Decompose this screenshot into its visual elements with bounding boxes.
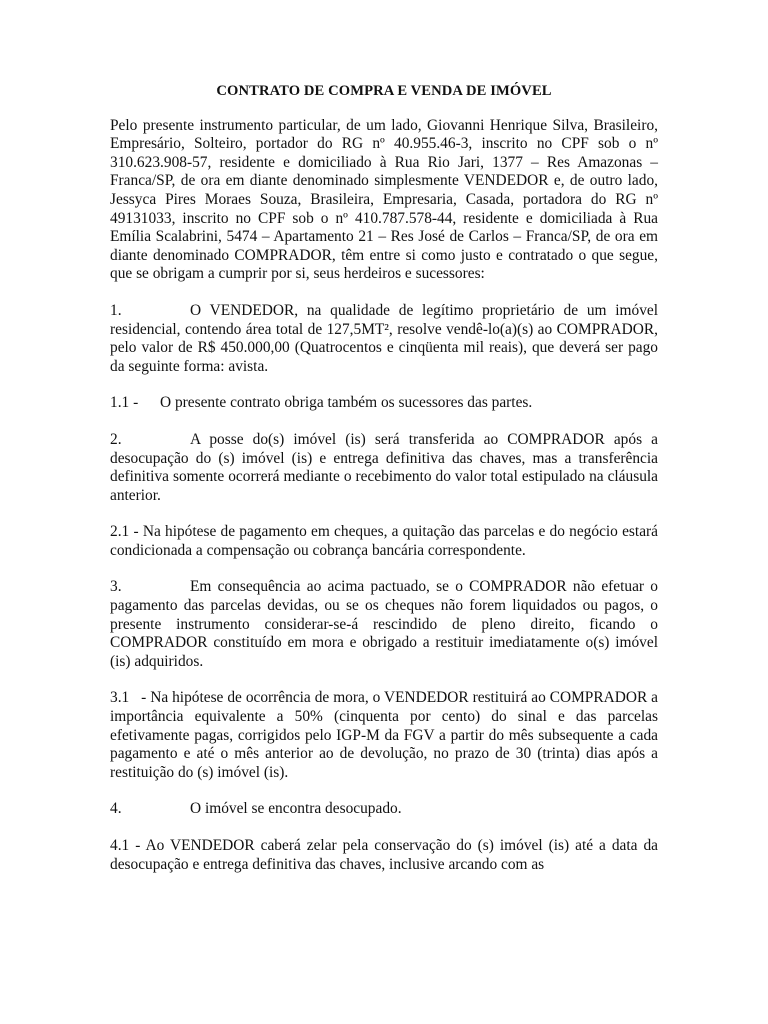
clause-2-1 — [110, 523, 658, 560]
clause-2 — [110, 431, 658, 505]
clause-number: 1.1 - — [110, 394, 139, 412]
clause-text: A posse do(s) imóvel (is) será transferida ao COMPRADOR após a desocupação do (s) imóvel (is) e entrega definitiva das chaves, mas a transferência definitiva somente ocorrerá mediante o recebimento do valor total estipulado na cláusula anterior. — [110, 430, 658, 504]
clause-text: Na hipótese de pagamento em cheques, a quitação das parcelas e do negócio estará condicionada a compensação ou cobrança bancária correspondente. — [110, 523, 658, 559]
document-title: CONTRATO DE COMPRA E VENDA DE IMÓVEL — [216, 83, 552, 99]
clause-text: - Na hipótese de ocorrência de mora, o VENDEDOR restituirá ao COMPRADOR a importância equivalente a 50% (cinquenta por cento) do sinal e das parcelas efetivamente pagas, corrigidos pelo IGP-M da FGV a partir do mês subsequente a cada pagamento e até o mês anterior ao de devolução, no prazo de 30 (trinta) dias após a restituição do (s) imóvel (is). — [110, 689, 659, 781]
clause-text: O imóvel se encontra desocupado. — [190, 800, 402, 818]
clause-number: 4. — [110, 800, 122, 818]
clause-1 — [110, 302, 658, 376]
clause-4-1 — [110, 837, 658, 874]
clause-4 — [110, 800, 658, 819]
clause-1-1 — [110, 394, 658, 413]
clause-number: 1. — [110, 301, 122, 319]
clause-text: Em consequência ao acima pactuado, se o COMPRADOR não efetuar o pagamento das parcelas devidas, ou se os cheques não forem liquidados ou pagos, o presente instrumento considerar-se-á rescindido de pleno direito, ficando o COMPRADOR constituído em mora e obrigado a restituir imediatamente o(s) imóvel (is) adquiridos. — [110, 578, 658, 670]
clause-number: 4.1 - — [110, 837, 141, 854]
contract-page — [110, 82, 658, 892]
clause-3-1 — [110, 689, 658, 782]
clause-text: Ao VENDEDOR caberá zelar pela conservação do (s) imóvel (is) até a data da desocupação e entrega definitiva das chaves, inclusive arcando com as — [110, 837, 658, 873]
clause-number: 3.1 — [110, 689, 130, 707]
clause-text: O VENDEDOR, na qualidade de legítimo proprietário de um imóvel residencial, contendo área total de 127,5MT², resolve vendê-lo(a)(s) ao COMPRADOR, pelo valor de R$ 450.000,00 (Quatrocentos e cinqüenta mil reais), que deverá ser pago da seguinte forma: avista. — [110, 301, 658, 375]
clause-number: 3. — [110, 578, 122, 596]
clause-text: O presente contrato obriga também os sucessores das partes. — [160, 394, 533, 412]
intro-paragraph: Pelo presente instrumento particular, de um lado, Giovanni Henrique Silva, Brasileiro, Empresário, Solteiro, portador do RG nº 40.955.46-3, inscrito no CPF sob o nº 310.623.908-57, residente e domiciliado à Rua Rio Jari, 1377 – Res Amazonas – Franca/SP, de ora em diante denominado simplesmente VENDEDOR e, de outro lado, Jessyca Pires Moraes Souza, Brasileira, Empresaria, Casada, portadora do RG nº 49131033, inscrito no CPF sob o nº 410.787.578-44, residente e domiciliada à Rua Emília Scalabrini, 5474 – Apartamento 21 – Res José de Carlos – Franca/SP, de ora em diante denominado COMPRADOR, têm entre si como justo e contratado o que segue, que se obrigam a cumprir por si, seus herdeiros e sucessores: — [110, 116, 658, 283]
clause-3 — [110, 578, 658, 671]
clause-number: 2.1 - — [110, 523, 139, 541]
clause-number: 2. — [110, 430, 122, 448]
